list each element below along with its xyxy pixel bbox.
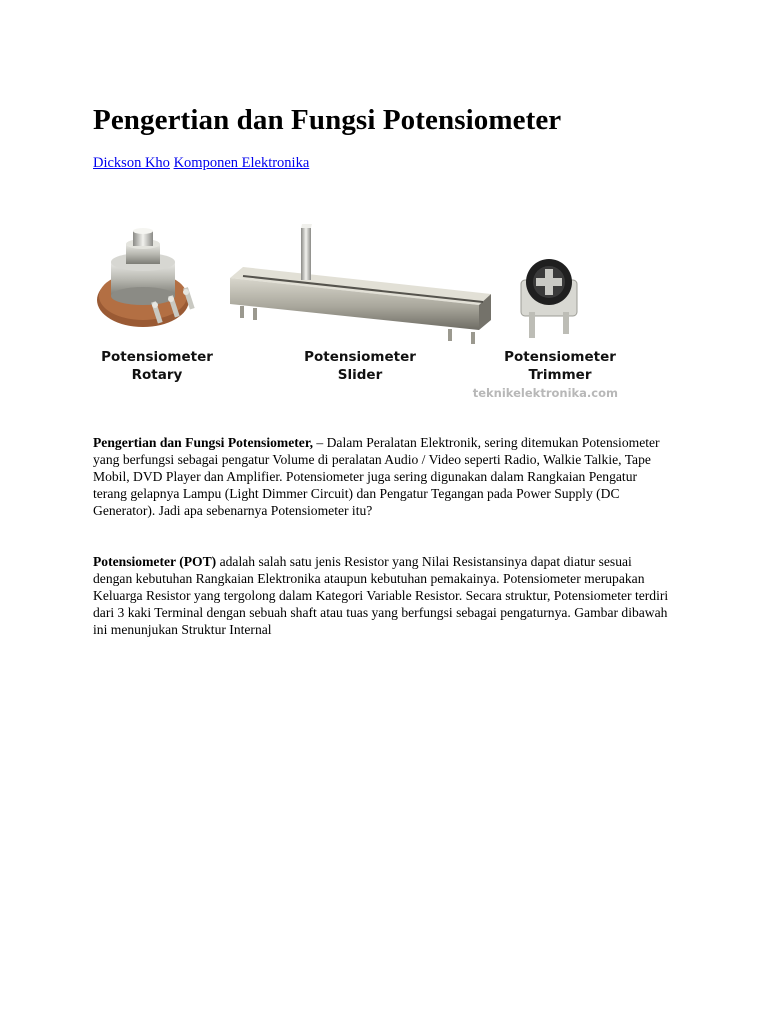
- rotary-potentiometer-image: [97, 228, 195, 327]
- potentiometer-figure: [93, 222, 673, 404]
- trimmer-caption-line1: Potensiometer: [504, 349, 616, 365]
- rotary-caption: [97, 348, 217, 384]
- slider-caption-line2: Slider: [337, 367, 383, 383]
- trimmer-potentiometer-image: [521, 259, 577, 338]
- potentiometer-illustration: [93, 222, 673, 347]
- article-meta: [93, 155, 309, 172]
- paragraph-definition-lead: Potensiometer (POT): [93, 554, 217, 569]
- slider-potentiometer-image: [230, 224, 491, 344]
- trimmer-caption-line2: Trimmer: [528, 367, 592, 383]
- watermark: teknikelektronika.com: [472, 386, 618, 400]
- rotary-caption-line2: Rotary: [131, 367, 183, 383]
- paragraph-intro-lead: Pengertian dan Fungsi Potensiometer,: [93, 435, 314, 450]
- paragraph-intro: [93, 434, 673, 519]
- paragraph-intro-text: – Dalam Peralatan Elektronik, sering ditemukan Potensiometer yang berfungsi sebagai pengatur Volume di peralatan Audio / Video seperti Radio, Walkie Talkie, Tape Mobil, DVD Player dan Amplifier. Potensiometer juga sering digunakan dalam Rangkaian Pengatur terang gelapnya Lampu (Light Dimmer Circuit) dan Pengatur Tegangan pada Power Supply (DC Generator). Jadi apa sebenarnya Potensiometer itu?: [93, 435, 660, 518]
- slider-caption-line1: Potensiometer: [304, 349, 416, 365]
- paragraph-definition-text: adalah salah satu jenis Resistor yang Nilai Resistansinya dapat diatur sesuai dengan kebutuhan Rangkaian Elektronika ataupun kebutuhan pemakainya. Potensiometer merupakan Keluarga Resistor yang tergolong dalam Kategori Variable Resistor. Secara struktur, Potensiometer terdiri dari 3 kaki Terminal dengan sebuah shaft atau tuas yang berfungsi sebagai pengaturnya. Gambar dibawah ini menunjukan Struktur Internal: [93, 554, 669, 637]
- category-link[interactable]: Komponen Elektronika: [173, 155, 310, 171]
- author-link[interactable]: Dickson Kho: [93, 155, 170, 171]
- slider-caption: [300, 348, 420, 384]
- rotary-caption-line1: Potensiometer: [101, 349, 213, 365]
- trimmer-caption: [500, 348, 620, 384]
- paragraph-definition: [93, 553, 673, 638]
- article-title: Pengertian dan Fungsi Potensiometer: [93, 104, 562, 136]
